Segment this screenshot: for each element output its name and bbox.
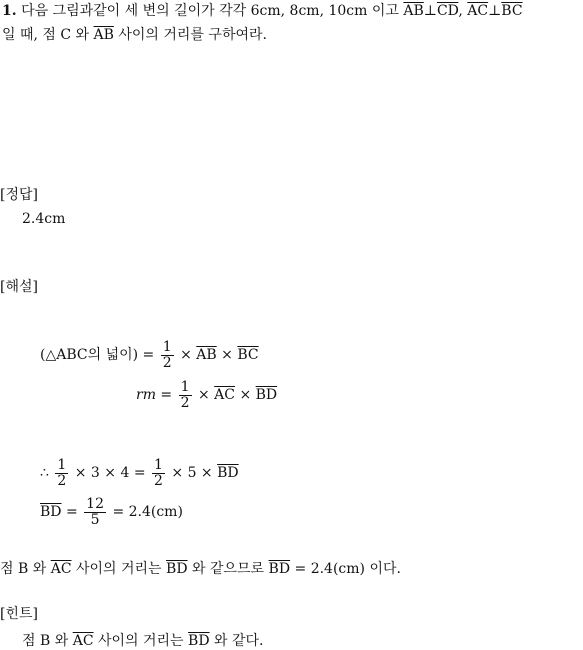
equation-area-4: $\overline{BD}$ = $\frac{12}{5}$ = 2.4(cm) — [40, 496, 183, 528]
segment-ac: $\overline{AC}$ — [72, 633, 94, 649]
question-text: 다음 그림과같이 세 변의 길이가 각각 6cm, 8cm, 10cm 이고 — [21, 3, 399, 19]
fraction-one-half: $\frac{1}{2}$ — [154, 457, 163, 489]
segment-bd: $\overline{BD}$ — [166, 561, 188, 577]
explanation-label: [해설] — [0, 279, 38, 295]
equation-area-3: ∴ $\frac{1}{2}$ × 3 × 4 = $\frac{1}{2}$ × $5 \times \overline{BD}$ — [40, 457, 239, 489]
answer-label: [정답] — [0, 187, 38, 203]
segment-bd: $\overline{BD}$ — [217, 465, 239, 482]
segment-ac: $\overline{AC}$ — [214, 387, 235, 404]
hint-text: 점 B 와 $\overline{AC}$ 사이의 거리는 $\overline{BD}$ 와 같다. — [22, 633, 264, 649]
segment-bd: $\overline{BD}$ — [268, 561, 291, 577]
conclusion-line: 점 B 와 $\overline{AC}$ 사이의 거리는 $\overline{BD}$ 와 같으므로 $\overline{BD} = 2.4(cm)$ 이다. — [0, 561, 401, 577]
segment-cd: $\overline{CD}$ — [436, 3, 459, 19]
segment-ac: $\overline{AC}$ — [50, 561, 72, 577]
comma: , — [458, 3, 463, 19]
segment-ac: $\overline{AC}$ — [467, 3, 489, 19]
fraction-one-half: $\frac{1}{2}$ — [57, 457, 67, 489]
fraction-12-5: $\frac{12}{5}$ — [86, 496, 104, 528]
hint-label: [힌트] — [0, 606, 38, 622]
segment-bd: $\overline{BD}$ — [40, 504, 62, 521]
segment-bd: $\overline{BD}$ — [188, 633, 210, 649]
equation-area: (△ABC의 넓이) = $\frac{1}{2}$ × $\overline{AB} \times \overline{BC}$ — [40, 339, 259, 371]
answer-value: 2.4cm — [22, 211, 66, 227]
question-text-2a: 일 때, 점 C 와 — [2, 27, 90, 43]
question-line-1 — [2, 0, 523, 20]
equation-area-2: rm = $\frac{1}{2}$ × $\overline{AC} \times \overline{BD}$ — [136, 379, 278, 411]
question-line-2 — [2, 24, 267, 44]
segment-ab: $\overline{AB}$ — [93, 27, 114, 43]
segment-bc: $\overline{BC}$ — [501, 3, 523, 19]
fraction-one-half: $\frac{1}{2}$ — [162, 339, 172, 371]
question-number: 1. — [2, 3, 17, 19]
segment-bd: $\overline{BD}$ — [255, 387, 278, 404]
segment-bc: $\overline{BC}$ — [237, 347, 259, 364]
segment-ab: $\overline{AB}$ — [403, 3, 424, 19]
perp-symbol: ⊥ — [423, 3, 437, 19]
segment-ab: $\overline{AB}$ — [196, 347, 217, 364]
fraction-one-half: $\frac{1}{2}$ — [180, 379, 190, 411]
eq2-left: rm = — [136, 387, 173, 404]
therefore-symbol: ∴ — [40, 465, 49, 482]
eq1-left: (△ABC의 넓이) = — [40, 347, 155, 364]
perp-symbol: ⊥ — [488, 3, 502, 19]
question-text-2b: 사이의 거리를 구하여라. — [118, 27, 267, 43]
